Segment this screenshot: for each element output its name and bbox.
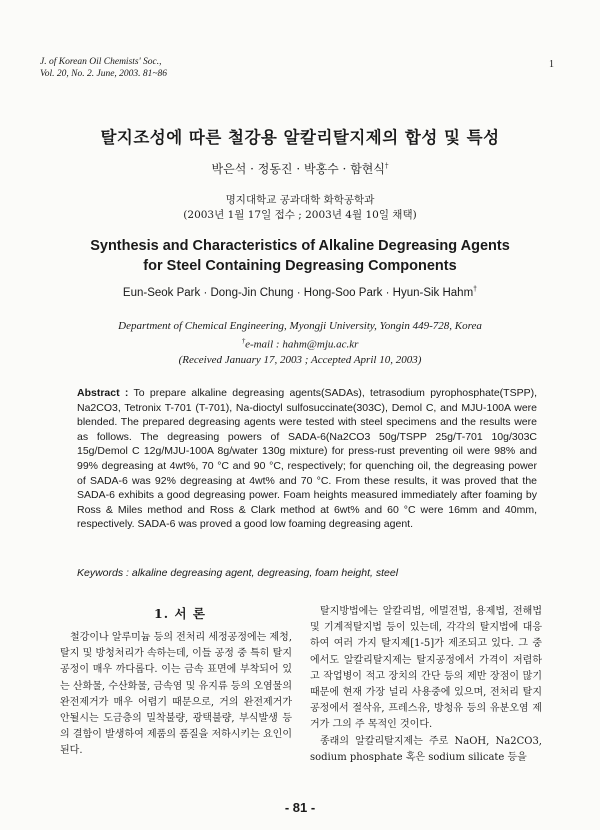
section-title-introduction: 1. 서 론 [154,606,206,621]
korean-author-names: 박은석 · 정동진 · 박홍수 · 함현식 [211,162,385,176]
intro-paragraph-3: 종래의 알칼리탈지제는 주로 NaOH, Na2CO3, sodium phosphate 혹은 sodium silicate 등을 [310,735,542,763]
korean-dates: (2003년 1월 17일 접수 ; 2003년 4월 10일 채택) [183,209,417,221]
english-author-names: Eun-Seok Park · Dong-Jin Chung · Hong-Soo Park · Hyun-Sik Hahm [122,286,474,299]
journal-line-1: J. of Korean Oil Chemists' Soc., [40,57,162,67]
english-affiliation [0,319,600,368]
journal-line-2: Vol. 20, No. 2. June, 2003. 81~86 [40,69,168,79]
english-affiliation-name: Department of Chemical Engineering, Myongji University, Yongin 449-728, Korea [118,320,482,332]
english-dates: (Received January 17, 2003 ; Accepted April 10, 2003) [178,353,422,366]
body-column-left [60,630,292,760]
english-title-line-1: Synthesis and Characteristics of Alkaline Degreasing Agents [90,238,510,254]
journal-citation [40,56,167,80]
intro-paragraph-2: 탈지방법에는 알칼리법, 에멀젼법, 용제법, 전해법 및 기계적탈지법 등이 있는데, 각각의 탈지법에 대응하여 여러 가지 탈지제[1-5]가 제조되고 있다. 그 중에서도 알칼리탈지제는 탈지공정에서 가격이 저렴하고 작업병이 적고 장치의 간단 등의 제반 장점이 많기 때문에 현재 가장 널리 사용중에 있으며, 전처리 탈지공정에서 절삭유, 프레스유, 방청유 등의 유분오염 제거가 그의 주 목적인 것이다. [310,606,542,731]
keywords: Keywords : alkaline degreasing agent, degreasing, foam height, steel [77,567,399,579]
abstract [77,386,537,532]
korean-affiliation-name: 명지대학교 공과대학 화학공학과 [225,194,375,206]
corresponding-mark: † [384,162,389,170]
email-mark: † [241,337,246,345]
english-title-line-2: for Steel Containing Degreasing Components [143,258,457,274]
email-address: e-mail : hahm@mju.ac.kr [245,338,359,351]
english-authors [0,286,600,299]
english-corresponding-mark: † [473,286,478,293]
email-line [0,334,600,353]
abstract-text: To prepare alkaline degreasing agents(SADAs), tetrasodium pyrophosphate(TSPP), Na2CO3, Tetronix T-701 (T-701), Na-dioctyl sulfosuccinate(303C), Demol C, and MJU-100A were blended. The prepared degreasing agents were tested with steel specimens and the results were as follows. The degreasing powers of SADA-6(Na2CO3 50g/TSPP 25g/T-701 10g/303C 15g/Demol C 12g/MJU-100A 8g/water 130g mixture) for press-rust preventing oil were 98% and 99% degreasing at 4wt%, 70 °C and 90 °C, respectively; for quenching oil, the degreasing power of SADA-6 was 92% degreasing at 4wt% and 70 °C. From these results, it was proved that the SADA-6 exhibits a good degreasing power. Foam heights measured immediately after foaming by Ross & Miles method and Ross & Clark method at 6wt% and 60 °C were 16mm and 40mm, respectively. SADA-6 was proved a good low foaming degreasing agent. [77,387,538,531]
page-number: - 81 - [284,800,316,815]
abstract-label: Abstract : [77,387,129,399]
page-corner-number: 1 [549,59,554,70]
body-column-right [310,604,542,766]
english-title [0,236,600,276]
korean-authors [0,160,600,177]
intro-paragraph-1: 철강이나 알루미늄 등의 전처리 세정공정에는 제청, 탈지 및 방청처리가 속하는데, 이들 공정 중 특히 탈지공정이 매우 까다롭다. 이는 금속 표면에 부착되어 있는 산화물, 수산화물, 금속염 및 유지류 등의 오염물의 완전제거가 매우 어렵기 때문으로, 거의 완전제거가 안될시는 도금층의 밀착불량, 광택불량, 부식발생 등의 결함이 발생하여 제품의 품질을 저하시키는 요인이 된다. [60,632,292,757]
korean-title: 탈지조성에 따른 철강용 알칼리탈지제의 합성 및 특성 [100,128,500,147]
korean-affiliation [0,193,600,223]
